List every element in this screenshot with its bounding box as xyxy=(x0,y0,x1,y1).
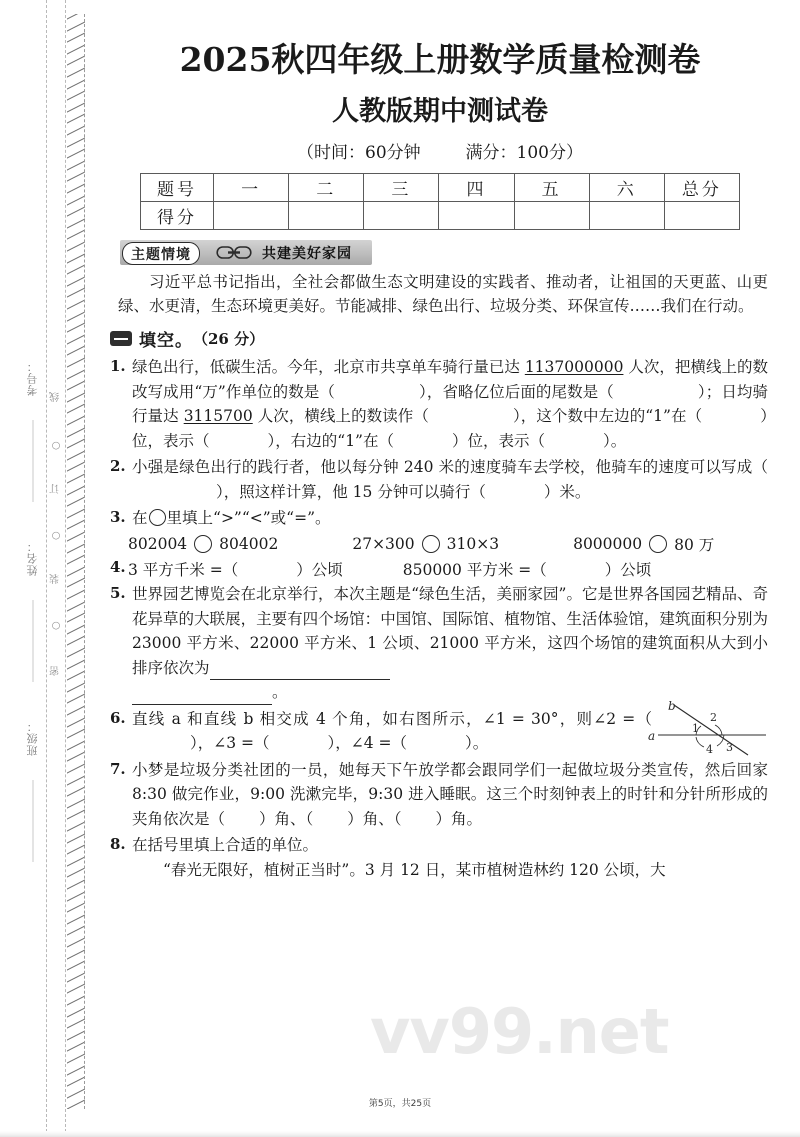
q1-text-part1: 绿色出行，低碳生活。今年，北京市共享单车骑行量已达 xyxy=(132,358,525,377)
question-8 xyxy=(110,833,768,882)
q5-answer-rule-2[interactable] xyxy=(132,689,272,705)
q1-text-part7: ）位，表示（ xyxy=(132,407,768,450)
page-footer: 第5页，共25页 xyxy=(368,1099,432,1109)
q1-text-part6: ），这个数中左边的“1”在（ xyxy=(512,407,703,426)
perforation-edge xyxy=(67,14,85,1109)
page-title: 2025秋四年级上册数学质量检测卷 xyxy=(179,40,701,79)
q7-text-part3: ）角、（ xyxy=(347,809,402,828)
q1-text-part8: ），右边的“1”在（ xyxy=(267,431,394,450)
q1-text-part5: 人次，横线上的数读作（ xyxy=(252,407,429,426)
diagram-angle-4: 4 xyxy=(706,742,713,756)
score-cell[interactable] xyxy=(514,202,589,230)
question-2 xyxy=(110,455,768,504)
seal-char: 线 xyxy=(50,392,62,402)
score-row-label: 得分 xyxy=(141,202,214,230)
exam-content xyxy=(92,14,792,884)
q1-text-part10: ）。 xyxy=(603,431,627,450)
theme-text: 共建美好家园 xyxy=(262,245,352,262)
score-col-3: 三 xyxy=(364,174,439,202)
score-cell[interactable] xyxy=(439,202,514,230)
seal-char: ○ xyxy=(50,620,62,631)
question-number: 8. xyxy=(110,835,126,854)
q3-pair-3-left: 8000000 xyxy=(573,535,643,554)
q7-text-part4: ）角。 xyxy=(435,809,483,828)
q6-text-part2: ），∠3 =（ xyxy=(190,734,270,753)
seal-char: 装 xyxy=(50,574,62,584)
question-4 xyxy=(110,558,774,580)
diagram-angle-2: 2 xyxy=(710,710,717,724)
seal-char: ○ xyxy=(50,530,62,541)
page-bottom-edge xyxy=(0,1131,800,1137)
q1-text-part4: ）；日均骑行量达 xyxy=(132,382,768,426)
score-table-header-row xyxy=(141,174,740,202)
q3-pair-1 xyxy=(128,535,278,553)
question-number: 4. xyxy=(110,558,126,577)
section-number-icon xyxy=(110,331,132,346)
q3-pair-2-right: 310×3 xyxy=(446,535,500,554)
q6-text-part3: ），∠4 =（ xyxy=(327,734,408,753)
diagram-label-a: a xyxy=(648,728,656,743)
question-7 xyxy=(110,758,768,831)
q8-text-part2: “春光无限好，植树正当时”。3 月 12 日，某市植树造林约 120 公顷，大 xyxy=(163,860,666,879)
q6-text-part1: 直线 a 和直线 b 相交成 4 个角，如右图所示，∠1 = 30°，则∠2 =（ xyxy=(132,709,652,728)
diagram-label-b: b xyxy=(668,698,676,713)
field-class-label: 班级： xyxy=(26,720,39,756)
seal-char: 订 xyxy=(50,484,62,494)
score-table-wrapper xyxy=(106,173,774,230)
field-exam-number-rule xyxy=(33,420,34,502)
section-header-fill-in-blanks xyxy=(110,326,774,351)
score-table-row-label: 题号 xyxy=(141,174,214,202)
q1-underlined-value-2: 3115700 xyxy=(183,407,253,426)
q4-item2-left: 850000 平方米 =（ xyxy=(402,561,547,580)
q3-pair-2-answer-circle[interactable] xyxy=(422,535,440,553)
q1-text-part9: ）位，表示（ xyxy=(451,431,545,450)
field-exam-number-label: 考号： xyxy=(26,360,39,396)
q1-text-part3: ），省略亿位后面的尾数是（ xyxy=(418,382,614,401)
theme-tag: 主题情境 xyxy=(122,242,200,265)
score-table xyxy=(140,173,740,230)
score-col-1: 一 xyxy=(214,174,289,202)
q3-pair-3 xyxy=(573,533,714,555)
score-col-total: 总分 xyxy=(664,174,739,202)
q3-pair-1-left: 802004 xyxy=(128,535,188,554)
score-cell[interactable] xyxy=(364,202,439,230)
q5-text-part2: 。 xyxy=(272,683,288,702)
page-subtitle: 人教版期中测试卷 xyxy=(332,96,548,127)
theme-banner xyxy=(120,240,372,265)
q4-item2-right: ）公顷 xyxy=(604,561,652,580)
question-number: 7. xyxy=(110,759,126,778)
question-number: 1. xyxy=(110,357,126,376)
question-3 xyxy=(110,506,768,530)
seal-char: ○ xyxy=(50,440,62,451)
diagram-angle-3: 3 xyxy=(726,740,733,754)
chain-link-icon xyxy=(216,244,252,261)
field-name-rule xyxy=(33,600,34,682)
section-points: （26 分） xyxy=(193,330,265,349)
q4-item1-right: ）公顷 xyxy=(296,561,343,580)
q2-text-part1: 小强是绿色出行的践行者，他以每分钟 240 米的速度骑车去学校，他骑车的速度可以写成（ xyxy=(132,458,768,477)
exam-duration: （时间：60分钟 xyxy=(297,143,421,163)
question-5 xyxy=(110,582,768,704)
question-1 xyxy=(110,355,768,453)
seal-line-column xyxy=(46,0,66,1137)
score-cell[interactable] xyxy=(589,202,664,230)
intersecting-lines-diagram xyxy=(644,699,772,761)
q3-prompt-part2: 里填上“>”“<”或“=”。 xyxy=(166,509,331,527)
q8-text-part1: 在括号里填上合适的单位。 xyxy=(132,836,319,855)
q5-text-part1: 世界园艺博览会在北京举行，本次主题是“绿色生活，美丽家园”。它是世界各国园艺精品、奇花异草的大联展，主要有四个场馆：中国馆、国际馆、植物馆、生活体验馆，建筑面积分别为 23000 平方米、22000 平方米、1 公顷、21000 平方米，这四个场馆的建筑面积从大到小排序依次为 xyxy=(132,585,768,677)
score-col-4: 四 xyxy=(439,174,514,202)
q3-pair-2 xyxy=(352,535,499,553)
q3-pair-3-answer-circle[interactable] xyxy=(649,535,667,553)
q3-prompt-part1: 在 xyxy=(132,509,148,527)
q1-underlined-value-1: 1137000000 xyxy=(524,358,624,377)
question-number: 5. xyxy=(110,584,126,603)
intro-paragraph: 习近平总书记指出，全社会都做生态文明建设的实践者、推动者，让祖国的天更蓝、山更绿、水更清，生态环境更美好。节能减排、绿色出行、垃圾分类、环保宣传……我们在行动。 xyxy=(118,273,768,315)
score-cell[interactable] xyxy=(214,202,289,230)
score-cell[interactable] xyxy=(664,202,739,230)
section-label: 填空。 xyxy=(139,331,193,352)
q3-pair-2-left: 27×300 xyxy=(352,535,415,554)
score-col-6: 六 xyxy=(589,174,664,202)
question-number: 6. xyxy=(110,708,126,727)
seal-char: 密 xyxy=(50,666,62,676)
q6-text-part4: ）。 xyxy=(465,734,489,753)
q4-item1-left: 3 平方千米 =（ xyxy=(128,561,239,580)
score-table-score-row xyxy=(141,202,740,230)
question-list xyxy=(106,355,774,882)
q3-comparison-row xyxy=(128,533,774,555)
exam-total-score: 满分：100分） xyxy=(465,143,583,163)
q3-pair-1-right: 804002 xyxy=(219,535,279,554)
q5-answer-rule-1[interactable] xyxy=(210,665,390,681)
q3-pair-3-right: 80 万 xyxy=(674,536,715,555)
score-col-2: 二 xyxy=(289,174,364,202)
field-name-label: 姓名： xyxy=(26,540,39,576)
question-6 xyxy=(110,698,768,756)
score-cell[interactable] xyxy=(289,202,364,230)
q7-text-part2: ）角、（ xyxy=(259,809,314,828)
question-number: 3. xyxy=(110,508,126,526)
score-col-5: 五 xyxy=(514,174,589,202)
diagram-angle-1: 1 xyxy=(692,721,699,735)
q2-text-part3: ）米。 xyxy=(543,482,591,501)
q3-prompt-circle-icon xyxy=(149,509,166,526)
site-watermark: vv99.net xyxy=(370,995,669,1068)
question-number: 2. xyxy=(110,457,126,476)
q2-text-part2: ），照这样计算，他 15 分钟可以骑行（ xyxy=(216,482,486,501)
q7-text-part1: 小梦是垃圾分类社团的一员，她每天下午放学都会跟同学们一起做垃圾分类宣传，然后回家 8:30 做完作业，9:00 洗漱完毕，9:30 进入睡眠。这三个时刻钟表上的时针和分针所形成的夹角依次是（ xyxy=(132,760,768,828)
q3-pair-1-answer-circle[interactable] xyxy=(194,535,212,553)
left-margin-area xyxy=(0,0,66,1137)
q1-text-part2: 人次，把横线上的数改写成用“万”作单位的数是（ xyxy=(132,358,768,401)
field-class-rule xyxy=(33,780,34,862)
exam-meta xyxy=(106,138,774,163)
